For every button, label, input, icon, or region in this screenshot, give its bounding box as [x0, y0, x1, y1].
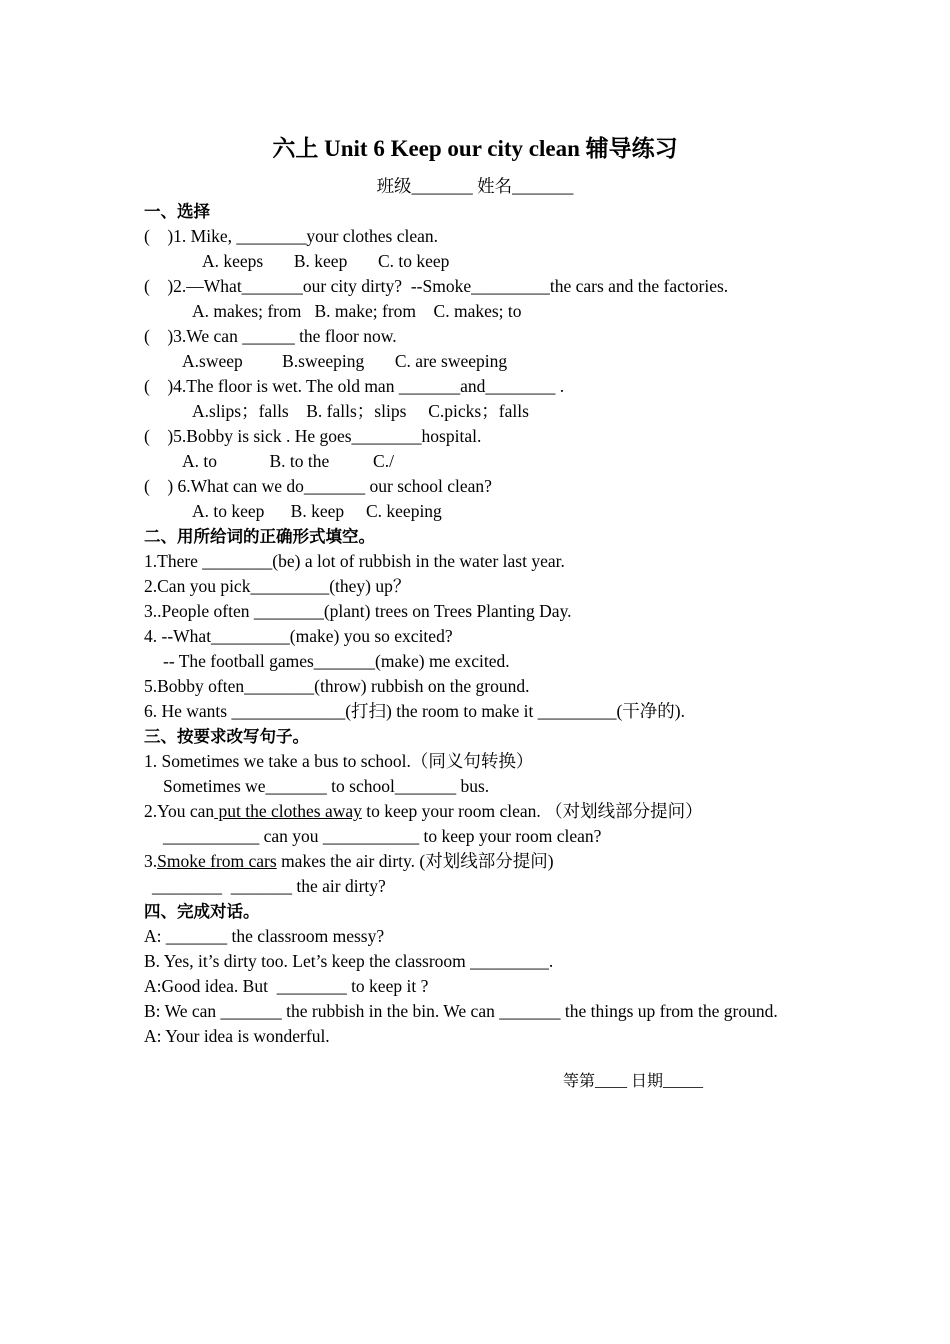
s2-question-1: 1.There ________(be) a lot of rubbish in the water last year.	[144, 551, 565, 571]
s2-question-3: 3..People often ________(plant) trees on Trees Planting Day.	[144, 601, 572, 621]
class-name-line: 班级_______ 姓名_______	[376, 176, 574, 196]
s1-question-1-options: A. keeps B. keep C. to keep	[202, 251, 450, 271]
s3-question-2-answer: ___________ can you ___________ to keep your room clean?	[163, 826, 602, 846]
s1-question-4-options: A.slips；falls B. falls；slips C.picks；falls	[192, 401, 529, 421]
s2-question-5: 5.Bobby often________(throw) rubbish on the ground.	[144, 676, 530, 696]
s1-question-2-options: A. makes; from B. make; from C. makes; to	[192, 301, 522, 321]
s2-question-4-reply: -- The football games_______(make) me excited.	[163, 651, 510, 671]
s3-q3-underlined: Smoke from cars	[157, 851, 277, 871]
section4-heading: 四、完成对话。	[144, 902, 260, 921]
s3-question-3-answer: ________ _______ the air dirty?	[152, 876, 386, 896]
s3-q3-suffix: makes the air dirty. (对划线部分提问)	[276, 851, 554, 871]
dialogue-line-1: A: _______ the classroom messy?	[144, 926, 385, 946]
worksheet-content	[144, 199, 794, 1049]
section1-heading: 一、选择	[144, 202, 210, 221]
grade-date-line: 等第____ 日期_____	[563, 1073, 704, 1090]
s1-question-4: ( )4.The floor is wet. The old man _______and________ .	[144, 376, 565, 396]
s1-question-2: ( )2.—What_______our city dirty? --Smoke_________the cars and the factories.	[144, 276, 729, 296]
s1-question-5: ( )5.Bobby is sick . He goes________hospital.	[144, 426, 482, 446]
s2-question-6: 6. He wants _____________(打扫) the room to make it _________(干净的).	[144, 701, 685, 721]
s3-question-2	[144, 799, 794, 824]
s1-question-6-options: A. to keep B. keep C. keeping	[192, 501, 442, 521]
dialogue-line-3: A:Good idea. But ________ to keep it ?	[144, 976, 429, 996]
s2-question-4: 4. --What_________(make) you so excited?	[144, 626, 453, 646]
s1-question-6: ( ) 6.What can we do_______ our school clean?	[144, 476, 492, 496]
s3-question-1-answer: Sometimes we_______ to school_______ bus.	[163, 776, 490, 796]
section2-heading: 二、用所给词的正确形式填空。	[144, 527, 375, 546]
section3-heading: 三、按要求改写句子。	[144, 727, 309, 746]
s3-q2-underlined: put the clothes away	[214, 801, 362, 821]
s1-question-1: ( )1. Mike, ________your clothes clean.	[144, 226, 439, 246]
s1-question-3-options: A.sweep B.sweeping C. are sweeping	[182, 351, 508, 371]
dialogue-line-5: A: Your idea is wonderful.	[144, 1026, 330, 1046]
s3-question-3	[144, 849, 794, 874]
dialogue-line-2: B. Yes, it’s dirty too. Let’s keep the classroom _________.	[144, 951, 554, 971]
s3-question-1: 1. Sometimes we take a bus to school.（同义句转换）	[144, 751, 534, 771]
s3-q2-prefix: 2.You can	[144, 801, 215, 821]
s2-question-2: 2.Can you pick_________(they) up？	[144, 576, 411, 596]
s3-q3-prefix: 3.	[144, 851, 158, 871]
dialogue-line-4: B: We can _______ the rubbish in the bin. We can _______ the things up from the ground.	[144, 1001, 778, 1021]
s1-question-5-options: A. to B. to the C./	[182, 451, 394, 471]
page-title: 六上 Unit 6 Keep our city clean 辅导练习	[272, 136, 678, 161]
s3-q2-suffix: to keep your room clean. （对划线部分提问）	[361, 801, 703, 821]
s1-question-3: ( )3.We can ______ the floor now.	[144, 326, 397, 346]
